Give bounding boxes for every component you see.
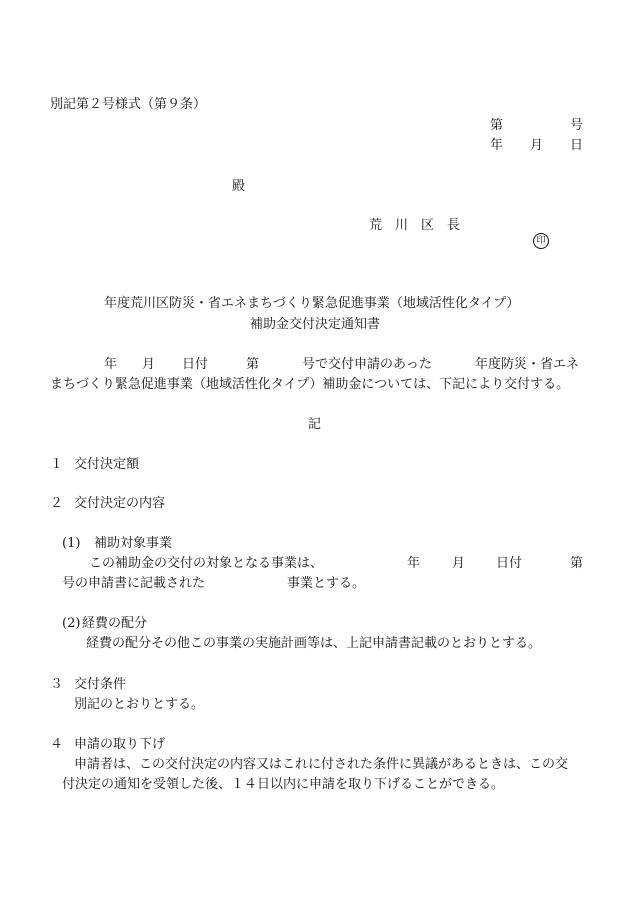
- intro-dai: 第: [246, 357, 260, 372]
- section-3-title: 交付条件: [74, 677, 127, 692]
- intro-year: 年: [104, 357, 118, 372]
- subsection-1-month: 月: [452, 556, 466, 571]
- date-month: 月: [530, 138, 544, 153]
- subsection-1-title: 補助対象事業: [94, 536, 173, 551]
- section-4-number: ４: [50, 737, 64, 752]
- subsection-2-text: 経費の配分その他この事業の実施計画等は、上記申請書記載のとおりとする。: [86, 636, 542, 651]
- subsection-1-text-c: 事業とする。: [287, 576, 366, 591]
- section-1-number: １: [50, 457, 64, 472]
- subsection-1-dai: 第: [570, 556, 584, 571]
- section-1-title: 交付決定額: [74, 457, 140, 472]
- subsection-1-text-a: この補助金の交付の対象となる事業は、: [89, 556, 324, 571]
- intro-day: 日付: [182, 357, 209, 372]
- number-dai: 第: [490, 118, 504, 133]
- section-4-line-1: 申請者は、この交付決定の内容又はこれに付された条件に異議があるときは、この交: [74, 757, 569, 772]
- subsection-1-number: (1): [62, 536, 81, 551]
- title-line-2: 補助金交付決定通知書: [250, 317, 381, 332]
- subsection-2-number: (2): [62, 616, 81, 631]
- intro-text-1: 号で交付申請のあった: [302, 357, 432, 372]
- section-2-title: 交付決定の内容: [74, 496, 166, 511]
- form-label: 別記第２号様式（第９条）: [50, 97, 207, 112]
- section-3-text: 別記のとおりとする。: [74, 697, 205, 712]
- number-go: 号: [570, 118, 584, 133]
- section-4-line-2: 付決定の通知を受領した後、１４日以内に申請を取り下げることができる。: [62, 777, 505, 792]
- intro-line-2: まちづくり緊急促進事業（地域活性化タイプ）補助金については、下記により交付する。: [50, 377, 570, 392]
- intro-month: 月: [142, 357, 156, 372]
- subsection-2-title: 経費の配分: [82, 616, 148, 631]
- section-2-number: ２: [50, 496, 64, 511]
- seal-mark: 印: [533, 233, 549, 249]
- title-line-1: 年度荒川区防災・省エネまちづくり緊急促進事業（地域活性化タイプ）: [104, 296, 520, 311]
- subsection-1-text-b: 号の申請書に記載された: [62, 576, 206, 591]
- date-day: 日: [570, 138, 584, 153]
- subsection-1-day: 日付: [496, 556, 523, 571]
- date-year: 年: [490, 138, 504, 153]
- section-4-title: 申請の取り下げ: [74, 737, 166, 752]
- addressee-suffix: 殿: [232, 179, 246, 194]
- section-3-number: ３: [50, 677, 64, 692]
- subsection-1-year: 年: [407, 556, 421, 571]
- ki-heading: 記: [308, 417, 322, 432]
- intro-text-2: 年度防災・省エネ: [475, 357, 580, 372]
- issuer: 荒 川 区 長: [369, 218, 461, 233]
